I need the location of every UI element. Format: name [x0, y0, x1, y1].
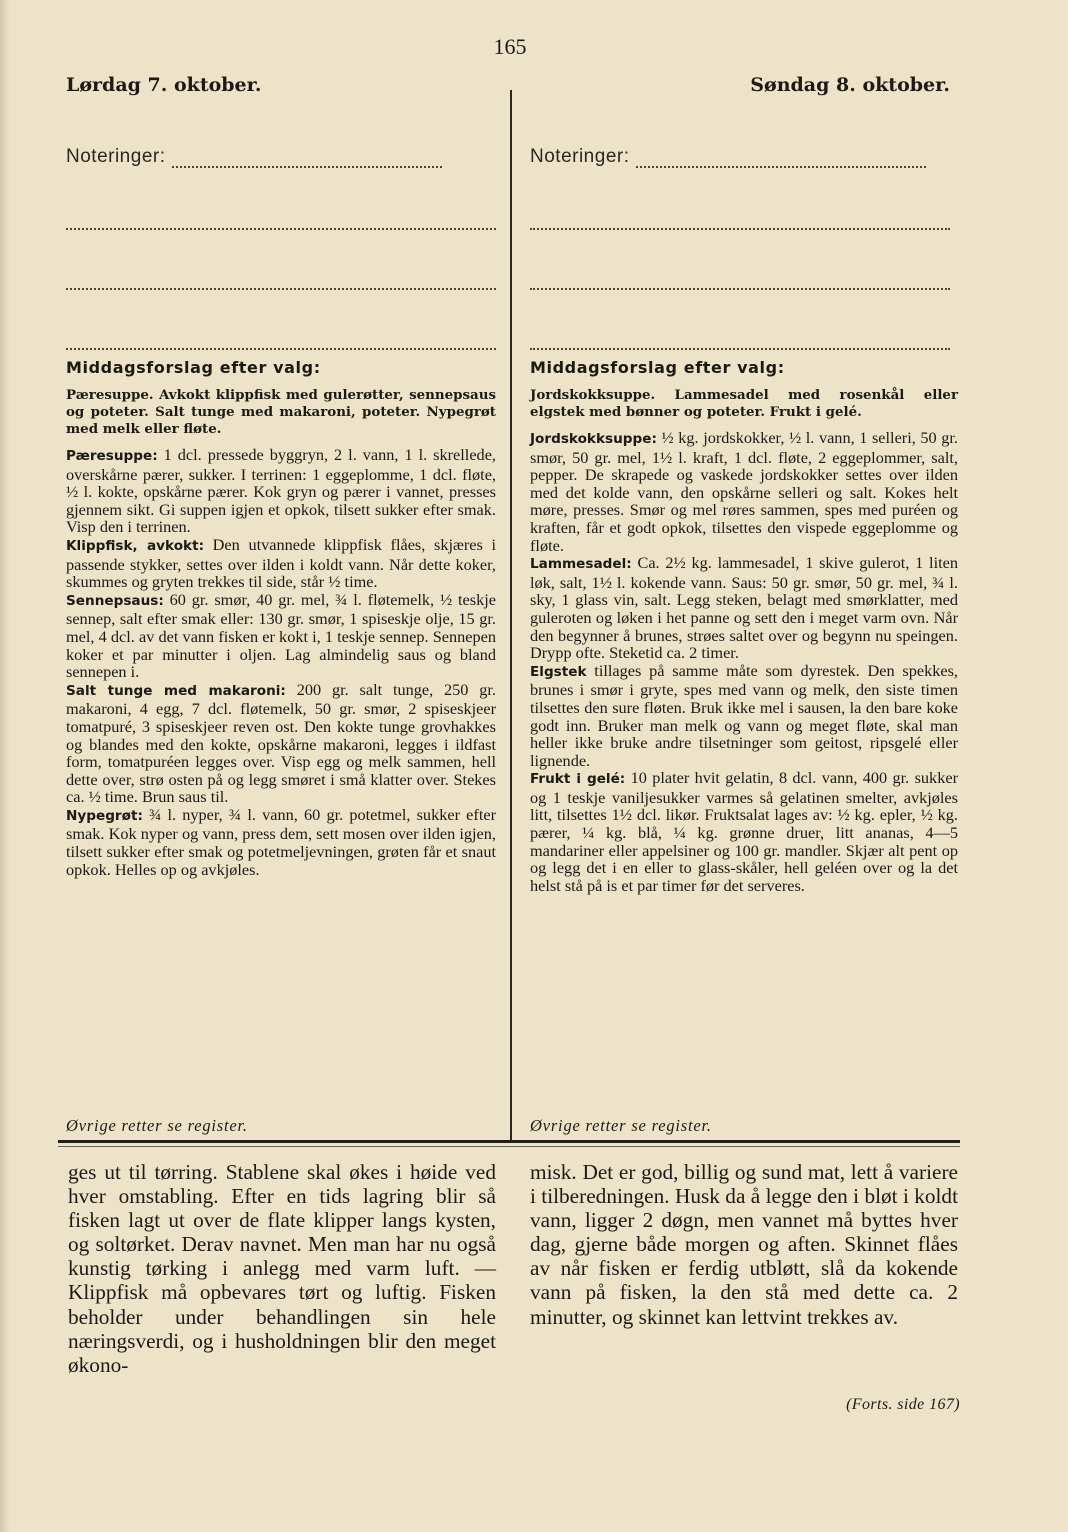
notes-area-left [66, 146, 496, 350]
register-note: Øvrige retter se register. [66, 1116, 248, 1135]
recipe-text: Den utvannede klippfisk flåes, skjæres i passende stykker, settes over ilden i koldt vann. Når dette koker, skummes og gryten trekkes til side, står ½ time. [66, 534, 497, 592]
recipe-text: ½ kg. jordskokker, ½ l. vann, 1 selleri, 50 gr. smør, 50 gr. mel, 1½ l. kraft, 1 dcl. fløte, 2 eggeplommer, salt, pepper. De skrapede og vaskede jordskokker settes over ilden med det kolde vann, den opskårne selleri og salt. Kokes helt møre, presses. Smør og mel røres sammen, spes med puréen og kraften, får et godt opkok, tilsettes den vispede eggeplomme og fløte. [530, 428, 958, 555]
column-divider [510, 90, 512, 1142]
page-number: 165 [493, 34, 527, 59]
dotted-line [636, 152, 926, 168]
recipe-name: Pæresuppe: [66, 448, 158, 464]
recipe-name: Sennepsaus: [66, 592, 164, 609]
recipe-text: 60 gr. smør, 40 gr. mel, ¾ l. fløtemelk, ½ teskje sennep, salt efter smak eller: 130 gr. smør, 1 spiseskje olje, 15 gr. mel, 4 dcl. av det vann fisken er kokt i, 1 teskje sennep. Sennepen koker et par minutter i oljen. Lag almindelig saus og bland sennepen i. [66, 589, 496, 682]
dotted-line [66, 346, 496, 350]
recipe-name: Elgstek [530, 663, 587, 680]
recipe-text: 1 dcl. pressede byggryn, 2 l. vann, 1 l. skrellede, overskårne pærer, sukker. I terrinen: 1 eggeplomme, 1 dcl. fløte, ½ l. kokte, opskårne pærer. Kok gryn og pærer i vannet, presses gjennem sikt. Gi suppen igjen et opkok, tilsett sukker efter smak. Visp den i terrinen. [66, 445, 496, 537]
recipe-paragraph [66, 806, 496, 878]
recipe-paragraph [66, 591, 496, 681]
recipe-name: Klippfisk, avkokt: [66, 537, 205, 554]
recipe-name: Frukt i gelé: [530, 771, 626, 788]
recipe-text: 200 gr. salt tunge, 250 gr. makaroni, 4 egg, 7 dcl. fløtemelk, 50 gr. smør, 2 spiseskjeer tomatpuré, 3 spiseskjeer reven ost. Den kokte tunge grovhakkes og blandes med den kokte, opskårne makaroni, legges i ildfast form, tomatpuréen legges over. Visp egg og melk sammen, hell dette over, strø osten på og legg smøret i små klatter over. Stekes ca. ½ time. Brun saus til. [66, 679, 496, 807]
horizontal-rule [58, 1140, 960, 1143]
day-heading-sunday: Søndag 8. oktober. [750, 74, 950, 96]
horizontal-rule-thin [58, 1146, 960, 1147]
recipe-paragraph [530, 429, 958, 554]
recipe-name: Nypegrøt: [66, 807, 143, 824]
dotted-line [530, 226, 950, 230]
notes-area-right [530, 146, 958, 350]
article-text-right: misk. Det er god, billig og sund mat, lett å variere i tilberedningen. Husk da å legge den i bløt i koldt vann, ligger 2 døgn, men vannet må byttes hver dag, gjerne både morgen og aften. Skinnet flåes av når fisken er ferdig utbløtt, slå da kokende vann på fisken, la den stå med dette ca. 2 minutter, og skinnet kan lettvint trekkes av. [530, 1160, 958, 1329]
page-edge-shadow [0, 0, 10, 1532]
recipe-name: Lammesadel: [530, 556, 632, 573]
notes-label-row [66, 146, 496, 170]
register-note: Øvrige retter se register. [530, 1116, 712, 1135]
notes-label: Noteringer: [66, 146, 166, 167]
section-title: Middagsforslag efter valg: [66, 358, 321, 377]
day-heading-saturday: Lørdag 7. oktober. [66, 74, 262, 96]
recipe-paragraph [66, 446, 496, 536]
recipe-paragraph [530, 769, 958, 894]
dotted-line [66, 286, 496, 290]
recipes-right [530, 358, 958, 894]
dotted-line [530, 346, 950, 350]
dotted-line [530, 286, 950, 290]
menu-suggestion: Jordskokksuppe. Lammesadel med rosenkål eller elgstek med bønner og poteter. Frukt i gelé. [530, 387, 958, 420]
dotted-line [66, 226, 496, 230]
continued-note: (Forts. side 167) [846, 1396, 960, 1413]
article-text-left: ges ut til tørring. Stablene skal økes i høide ved hver omstabling. Efter en tids lagring blir så fisken lagt ut over de flate klipper langs kysten, og soltørket. Derav navnet. Men man har nu også kunstig tørking i anlegg med varm luft. — Klippfisk må opbevares tørt og luftig. Fisken beholder under behandlingen sin hele næringsverdi, og i husholdningen blir den meget økono- [68, 1160, 496, 1377]
recipe-paragraph [530, 662, 958, 770]
notes-label-row [530, 146, 958, 170]
recipe-text: Ca. 2½ kg. lammesadel, 1 skive gulerot, 1 liten løk, salt, 1½ l. kokende vann. Saus: 50 gr. smør, 50 gr. mel, ¾ l. sky, 1 glass vin, salt. Legg steken, belagt med smørklatter, med guleroten og løken i het panne og sett den i meget varm ovn. Når den begynner å brunes, strøes saltet over og begynn nu speingen. Drypp ofte. Steketid ca. 2 timer. [530, 553, 958, 663]
recipe-paragraph [530, 554, 958, 662]
recipe-text: 10 plater hvit gelatin, 8 dcl. vann, 400 gr. sukker og 1 teskje vaniljesukker varmes så gelatinen smelter, avkjøles litt, tilsettes 1½ dcl. likør. Fruktsalat lages av: ½ kg. epler, ½ kg. pærer, ¼ kg. blå, ¼ kg. grønne druer, litt ananas, 4—5 mandariner eller appelsiner og 100 gr. mandler. Skjær alt pent op og legg det i en eller to glass-skåler, hell geléen over og la det helst stå på is et par timer før det serveres. [530, 768, 958, 895]
recipe-paragraph [66, 536, 496, 591]
recipe-text: ¾ l. nyper, ¾ l. vann, 60 gr. potetmel, sukker efter smak. Kok nyper og vann, press dem, sett mosen over ilden igjen, tilsett sukker efter smak og potetmeljevningen, grøten får et snaut opkok. Helles op og avkjøles. [66, 804, 496, 879]
dotted-line [172, 152, 442, 168]
recipe-name: Salt tunge med makaroni: [66, 682, 286, 699]
recipe-name: Jordskokksuppe: [530, 431, 657, 447]
menu-suggestion: Pæresuppe. Avkokt klippfisk med gulerøtter, sennepsaus og poteter. Salt tunge med makaroni, poteter. Nypegrøt med melk eller fløte. [66, 387, 496, 437]
recipes-left [66, 358, 496, 878]
notes-label: Noteringer: [530, 146, 630, 167]
recipe-text: tillages på samme måte som dyrestek. Den spekkes, brunes i smør i gryte, spes med vann og melk, den siste timen tilsettes den sure fløten. Bruk ikke mel i sausen, la den bare koke godt inn. Bruker man melk og vann og meget fløte, skal man heller ikke bruke andre tilsetninger som geitost, ripsgelé eller lignende. [530, 660, 958, 770]
recipe-paragraph [66, 681, 496, 806]
section-title: Middagsforslag efter valg: [530, 358, 785, 377]
